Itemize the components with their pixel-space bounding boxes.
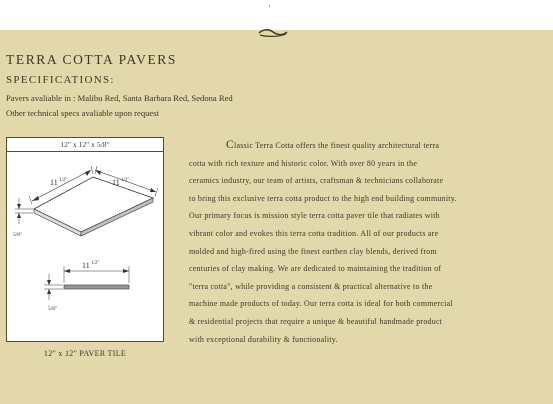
tile-diagram-panel	[6, 137, 164, 342]
description-line: ceramics industry, our team of artists, craftsman & technicians collaborate	[189, 176, 444, 186]
description-first-line-rest: lassic Terra Cotta offers the finest quality architectural terra	[233, 141, 440, 150]
description-line: to bring this exclusive terra cotta product to the high end building community.	[189, 193, 457, 203]
thickness-side-label: 5/8"	[48, 306, 58, 312]
tile-diagram	[7, 152, 163, 341]
dim-left-frac: 1/2"	[59, 178, 68, 183]
spec-line-colors: Pavers avaliable in : Malibu Red, Santa Barbara Red, Sedona Red	[6, 93, 233, 103]
description-line: Our primary focus is mission style terra cotta paver tile that radiates with	[189, 211, 440, 221]
swirl-divider-icon	[257, 28, 289, 38]
description-line: vibrant color and evokes this terra cotta tradition. All of our products are	[189, 228, 439, 238]
top-band	[0, 0, 553, 30]
description-line: molded and high-fired using the finest earthen clay blends, derived from	[189, 246, 437, 256]
specifications-heading: SPECIFICATIONS:	[6, 74, 115, 86]
tile-diagram-label: 12" x 12" x 5/8"	[7, 138, 163, 152]
tile-caption: 12" x 12" PAVER TILE	[43, 349, 127, 358]
description-line: centuries of clay making. We are dedicated to maintaining the tradition of	[189, 264, 442, 274]
description-line: & residential projects that require a unique & beautiful handmade product	[189, 316, 443, 326]
description-first-line	[189, 137, 547, 155]
description-paragraph	[189, 137, 547, 348]
dim-right-main: 11	[112, 178, 120, 187]
top-mark: ·	[268, 1, 271, 11]
dim-side-main: 11	[82, 261, 90, 270]
page-title: TERRA COTTA PAVERS	[6, 52, 178, 67]
description-line: "terra cotta", while providing a consistent & practical alternative to the	[189, 281, 433, 291]
description-line: with exceptional durability & functionality.	[189, 334, 338, 344]
dim-right-frac: 1/2"	[121, 178, 130, 183]
description-line: cotta with rich texture and historic color. With over 80 years in the	[189, 158, 418, 168]
tile-side-profile	[64, 285, 129, 289]
spec-line-technical: Other technical specs avaliable upon request	[6, 108, 159, 118]
drop-cap: C	[226, 139, 234, 151]
dim-side-frac: 1/2"	[91, 261, 100, 266]
thickness-top-label: 5/8"	[13, 232, 23, 238]
dim-left-main: 11	[50, 178, 58, 187]
description-line: machine made products of today. Our terra cotta is ideal for both commercial	[189, 299, 453, 309]
